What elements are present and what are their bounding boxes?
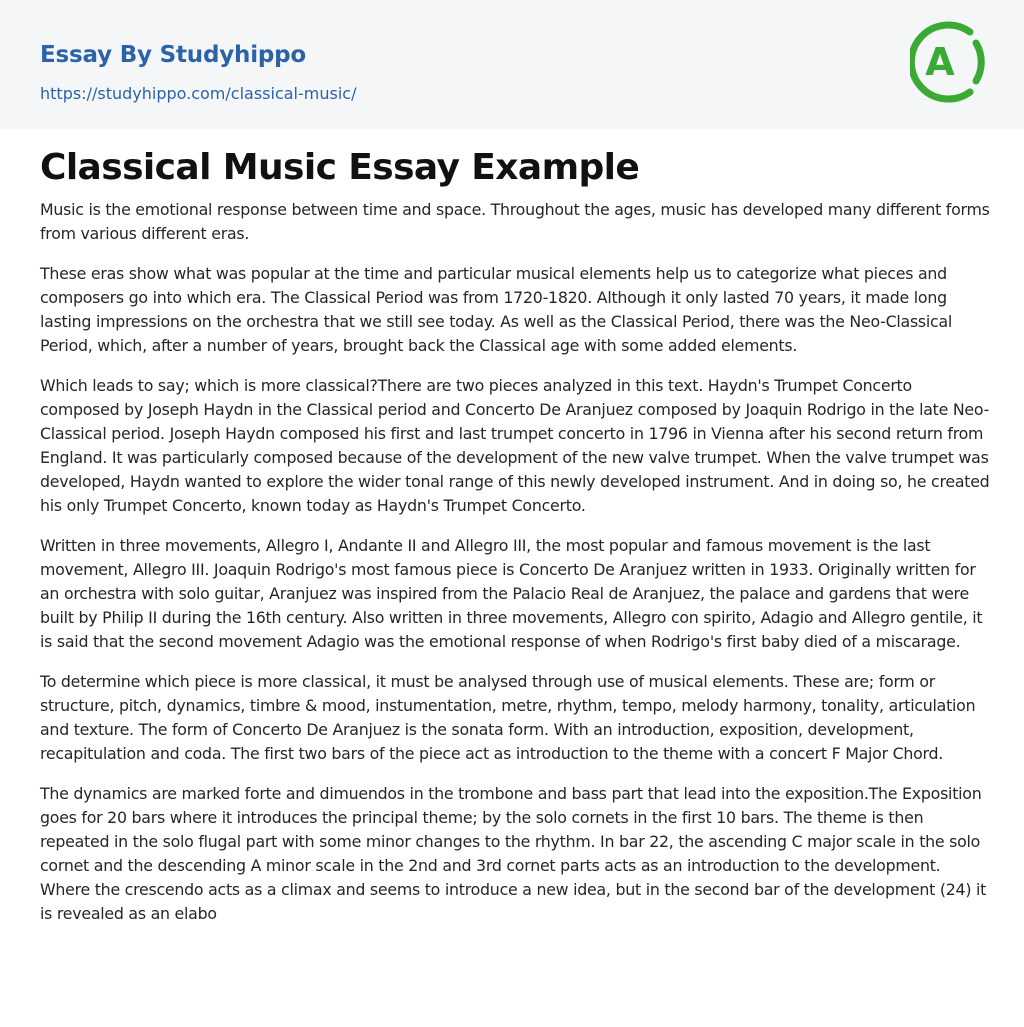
site-brand[interactable]: Essay By Studyhippo xyxy=(40,42,307,68)
studyhippo-logo-icon[interactable] xyxy=(910,19,986,105)
paragraph: Written in three movements, Allegro I, Andante II and Allegro III, the most popular and famous movement is the last movement, Allegro III. Joaquin Rodrigo's most famous piece is Concerto De Aranjuez written in 1933. Originally written for an orchestra with solo guitar, Aranjuez was inspired from the Palacio Real de Aranjuez, the palace and gardens that were built by Philip II during the 16th century. Also written in three movements, Allegro con spirito, Adagio and Allegro gentile, it is said that the second movement Adagio was the emotional response of when Rodrigo's first baby died of a miscarage. xyxy=(40,536,983,651)
essay-url-link[interactable]: https://studyhippo.com/classical-music/ xyxy=(40,84,357,103)
paragraph: Music is the emotional response between time and space. Throughout the ages, music has developed many different forms from various different eras. xyxy=(40,200,990,243)
paragraph: These eras show what was popular at the time and particular musical elements help us to categorize what pieces and composers go into which era. The Classical Period was from 1720-1820. Although it only lasted 70 years, it made long lasting impressions on the orchestra that we still see today. As well as the Classical Period, there was the Neo-Classical Period, which, after a number of years, brought back the Classical age with some added elements. xyxy=(40,264,953,355)
paragraph: The dynamics are marked forte and dimuendos in the trombone and bass part that lead into the exposition.The Exposition goes for 20 bars where it introduces the principal theme; by the solo cornets in the first 10 bars. The theme is then repeated in the solo flugal part with some minor changes to the rhythm. In bar 22, the ascending C major scale in the solo cornet and the descending A minor scale in the 2nd and 3rd cornet parts acts as an introduction to the development. Where the crescendo acts as a climax and seems to introduce a new idea, but in the second bar of the development (24) it is revealed as an elabo xyxy=(40,784,987,923)
paragraph: Which leads to say; which is more classical?There are two pieces analyzed in this text. Haydn's Trumpet Concerto composed by Joseph Haydn in the Classical period and Concerto De Aranjuez composed by Joaquin Rodrigo in the late Neo-Classical period. Joseph Haydn composed his first and last trumpet concerto in 1796 in Vienna after his second return from England. It was particularly composed because of the development of the new valve trumpet. When the valve trumpet was developed, Haydn wanted to explore the wider tonal range of this newly developed instrument. And in doing so, he created his only Trumpet Concerto, known today as Haydn's Trumpet Concerto. xyxy=(40,376,990,515)
site-header xyxy=(0,0,1024,129)
logo-letter: A xyxy=(925,40,955,84)
paragraph: To determine which piece is more classical, it must be analysed through use of musical elements. These are; form or structure, pitch, dynamics, timbre & mood, instumentation, metre, rhythm, tempo, melody harmony, tonality, articulation and texture. The form of Concerto De Aranjuez is the sonata form. With an introduction, exposition, development, recapitulation and coda. The first two bars of the piece act as introduction to the theme with a concert F Major Chord. xyxy=(40,672,976,763)
page-title: Classical Music Essay Example xyxy=(40,147,640,188)
article xyxy=(40,146,990,942)
